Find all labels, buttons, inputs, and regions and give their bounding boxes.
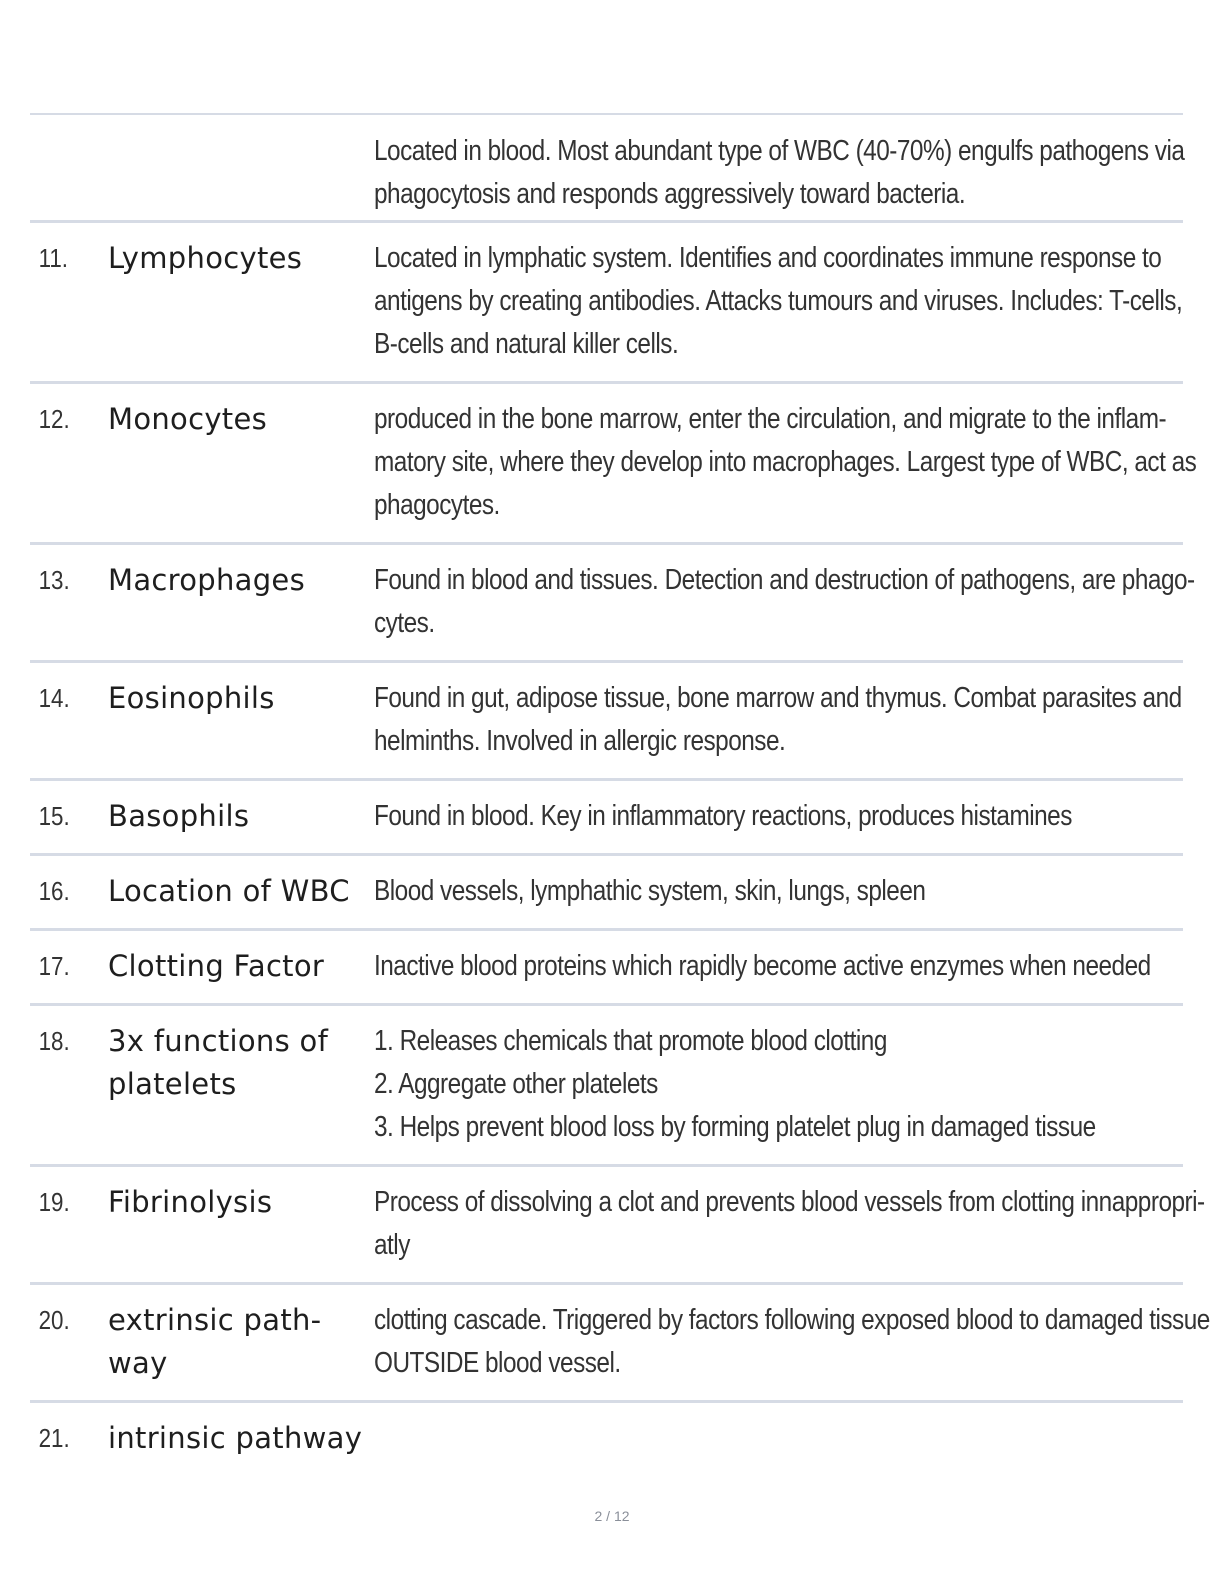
table-row: [30, 384, 1197, 545]
row-number: 16.: [38, 876, 70, 906]
row-term: intrinsic pathway: [108, 1421, 363, 1455]
row-definition: [374, 677, 1182, 778]
row-definition: [374, 1299, 1210, 1400]
table-row: [30, 1167, 1205, 1285]
row-term: Lymphocytes: [108, 241, 303, 275]
row-term: Location of WBC: [108, 874, 350, 908]
table-row: [30, 1006, 1183, 1167]
row-term: Macrophages: [108, 563, 305, 597]
row-definition: [374, 237, 1183, 381]
table-row: [30, 1403, 1183, 1478]
definition-line: phagocytosis and responds aggressively toward bacteria.: [374, 178, 966, 210]
row-number: 20.: [38, 1305, 70, 1335]
definition-line: cytes.: [374, 607, 435, 639]
table-row: [30, 856, 1183, 931]
row-definition: [374, 1020, 1096, 1164]
row-number: 18.: [38, 1026, 70, 1056]
row-term: [108, 130, 374, 220]
definition-line: B-cells and natural killer cells.: [374, 328, 679, 360]
definition-line: matory site, where they develop into macrophages. Largest type of WBC, act as: [374, 446, 1197, 478]
row-definition: [374, 559, 1195, 660]
row-term: extrinsic path-way: [108, 1303, 322, 1380]
table-row: [30, 781, 1183, 856]
definition-line: helminths. Involved in allergic response.: [374, 725, 786, 757]
definition-line: Found in blood. Key in inflammatory reactions, produces histamines: [374, 800, 1072, 832]
row-number: [30, 130, 97, 220]
row-number: 19.: [38, 1187, 70, 1217]
definition-line: 1. Releases chemicals that promote blood clotting: [374, 1025, 887, 1057]
table-row: [30, 663, 1183, 781]
row-term: 3x functions of platelets: [108, 1024, 329, 1101]
flashcard-table: [30, 113, 1210, 1478]
definition-line: Blood vessels, lymphathic system, skin, lungs, spleen: [374, 875, 926, 907]
row-number: 15.: [38, 801, 70, 831]
definition-line: antigens by creating antibodies. Attacks tumours and viruses. Includes: T-cells,: [374, 285, 1183, 317]
row-term: Monocytes: [108, 402, 268, 436]
row-definition: [374, 1417, 1054, 1478]
definition-line: phagocytes.: [374, 489, 500, 521]
table-row: [30, 1285, 1210, 1403]
row-definition: [374, 945, 1151, 1003]
table-row: [30, 931, 1183, 1006]
definition-line: Inactive blood proteins which rapidly become active enzymes when needed: [374, 950, 1151, 982]
row-term: Fibrinolysis: [108, 1185, 273, 1219]
definition-line: Located in blood. Most abundant type of WBC (40-70%) engulfs pathogens via: [374, 135, 1185, 167]
row-number: 12.: [38, 404, 70, 434]
row-number: 21.: [38, 1423, 70, 1453]
definition-line: Found in gut, adipose tissue, bone marrow and thymus. Combat parasites and: [374, 682, 1182, 714]
definition-line: Found in blood and tissues. Detection and destruction of pathogens, are phago-: [374, 564, 1195, 596]
row-number: 17.: [38, 951, 70, 981]
definition-line: 3. Helps prevent blood loss by forming platelet plug in damaged tissue: [374, 1111, 1096, 1143]
row-definition: [374, 795, 1072, 853]
page-number: 2 / 12: [594, 1508, 630, 1524]
table-row: [30, 115, 1183, 223]
table-row: [30, 223, 1183, 384]
definition-line: Located in lymphatic system. Identifies and coordinates immune response to: [374, 242, 1162, 274]
row-definition: [374, 1181, 1205, 1282]
definition-line: atly: [374, 1229, 410, 1261]
definition-line: produced in the bone marrow, enter the circulation, and migrate to the inflam-: [374, 403, 1167, 435]
row-term: Clotting Factor: [108, 949, 325, 983]
row-term: Basophils: [108, 799, 250, 833]
definition-line: Process of dissolving a clot and prevents blood vessels from clotting innappropri-: [374, 1186, 1205, 1218]
row-term: Eosinophils: [108, 681, 275, 715]
definition-line: clotting cascade. Triggered by factors following exposed blood to damaged tissue: [374, 1304, 1210, 1336]
row-number: 11.: [38, 243, 69, 273]
definition-line: OUTSIDE blood vessel.: [374, 1347, 621, 1379]
row-definition: [374, 870, 1054, 928]
row-number: 13.: [38, 565, 70, 595]
row-definition: [374, 398, 1197, 542]
definition-line: 2. Aggregate other platelets: [374, 1068, 658, 1100]
table-row: [30, 545, 1195, 663]
row-definition: [374, 130, 1185, 220]
row-number: 14.: [38, 683, 70, 713]
